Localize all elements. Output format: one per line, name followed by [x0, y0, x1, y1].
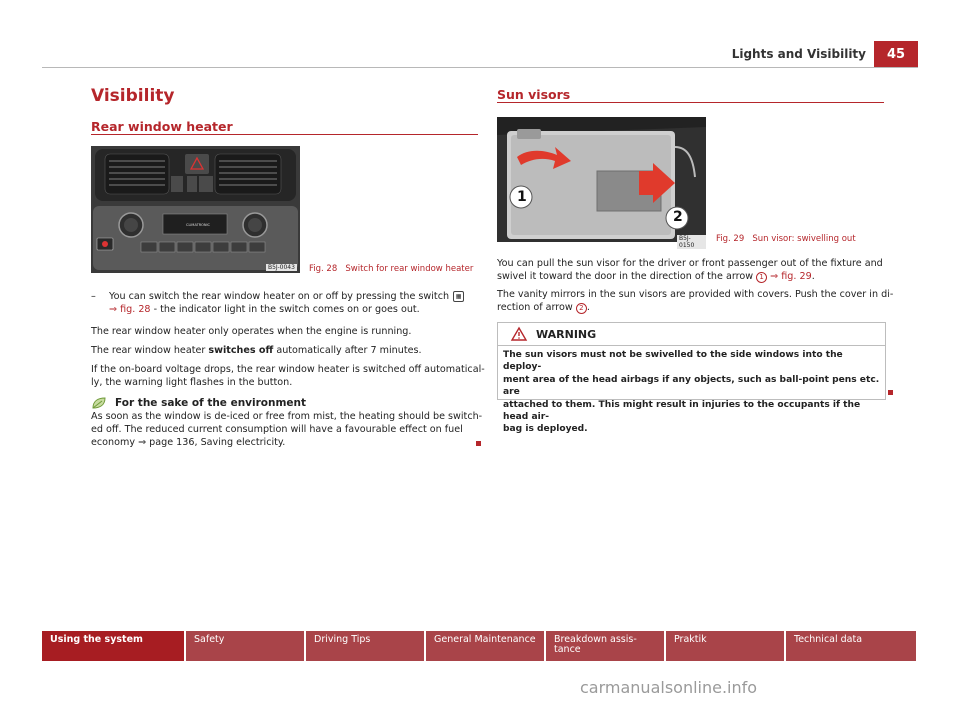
- dashboard-illustration: [91, 146, 300, 273]
- figure-label-right: Fig. 29: [716, 234, 745, 244]
- para-visor-line-1: You can pull the sun visor for the driver or front passenger out of the fixture and: [497, 258, 883, 269]
- instruction-bullet: [91, 290, 481, 316]
- paragraph-pull-visor: [497, 257, 883, 283]
- subtitle-rule: [91, 134, 478, 135]
- marker-1: 1: [756, 272, 767, 283]
- figure-28-caption: [309, 264, 473, 274]
- environment-title: For the sake of the environment: [115, 397, 307, 409]
- warning-box: [497, 322, 886, 435]
- warning-line-3: attached to them. This might result in injuries to the occupants if the head air-: [503, 399, 861, 423]
- panel-label: CLIMATRONIC: [186, 223, 210, 227]
- para-visor-line-2: swivel it toward the door in the direction of the arrow: [497, 271, 754, 282]
- warning-line-4: bag is deployed.: [503, 424, 588, 435]
- warning-triangle-icon: [511, 327, 527, 341]
- callout-2: 2: [673, 209, 683, 225]
- env-line-3: economy ⇒ page 136, Saving electricity.: [91, 437, 286, 448]
- watermark: carmanualsonline.info: [580, 678, 758, 697]
- environment-text: [91, 410, 482, 449]
- fig-29-link[interactable]: ⇒ fig. 29: [770, 271, 812, 282]
- para-2-bold: switches off: [208, 345, 274, 356]
- paragraph-switches-off: [91, 344, 422, 357]
- figure-label: Fig. 28: [309, 264, 338, 274]
- para-2-after: automatically after 7 minutes.: [273, 345, 422, 356]
- para-3-line-2: ly, the warning light flashes in the button.: [91, 377, 293, 388]
- nav-tab-driving-tips[interactable]: Driving Tips: [306, 631, 424, 661]
- environment-note-heading: [91, 396, 306, 410]
- bullet-text-2: - the indicator light in the switch comes on or goes out.: [150, 304, 420, 315]
- figure-code-right: B5J-0150: [677, 235, 706, 249]
- nav-tab-using-the-system[interactable]: Using the system: [42, 631, 184, 661]
- para-mirror-line-2: rection of arrow: [497, 302, 573, 313]
- paragraph-engine-running: The rear window heater only operates when the engine is running.: [91, 326, 412, 337]
- bullet-text-1: You can switch the rear window heater on or off by pressing the switch: [109, 291, 450, 302]
- section-title: Visibility: [91, 86, 175, 106]
- subtitle-sun-visors: Sun visors: [497, 87, 571, 102]
- callout-1: 1: [517, 189, 527, 205]
- para-2-before: The rear window heater: [91, 345, 209, 356]
- figure-caption-text-right: Sun visor: swivelling out: [752, 234, 856, 244]
- warning-line-2: ment area of the head airbags if any objects, such as ball-point pens etc. are: [503, 374, 880, 398]
- page-number: 45: [874, 41, 918, 68]
- warning-line-1: The sun visors must not be swivelled to the side windows into the deploy-: [503, 350, 843, 373]
- section-end-marker-right: [888, 390, 893, 395]
- warning-text: [498, 346, 885, 439]
- leaf-icon: [91, 396, 107, 410]
- nav-tab-technical-data[interactable]: Technical data: [786, 631, 916, 661]
- fig-28-link[interactable]: ⇒ fig. 28: [109, 304, 151, 315]
- env-line-2: ed off. The reduced current consumption will have a favourable effect on fuel: [91, 424, 463, 435]
- switch-icon: ▦: [453, 291, 464, 302]
- header-rule: [42, 67, 918, 68]
- warning-header: [498, 323, 885, 346]
- paragraph-vanity-mirrors: [497, 288, 893, 314]
- para-3-line-1: If the on-board voltage drops, the rear window heater is switched off automatical-: [91, 364, 485, 375]
- figure-29-caption: [716, 234, 856, 244]
- para-visor-end: .: [811, 271, 815, 282]
- figure-29-sun-visor: [497, 117, 706, 249]
- subtitle-rear-window-heater: Rear window heater: [91, 119, 233, 134]
- running-title: Lights and Visibility: [731, 47, 866, 61]
- nav-tab-praktik[interactable]: Praktik: [666, 631, 784, 661]
- nav-tab-safety[interactable]: Safety: [186, 631, 304, 661]
- warning-title: WARNING: [536, 327, 597, 341]
- paragraph-voltage: [91, 363, 485, 389]
- bullet-dash: –: [91, 291, 96, 302]
- figure-caption-text: Switch for rear window heater: [345, 264, 474, 274]
- marker-2: 2: [576, 303, 587, 314]
- figure-28-dashboard: [91, 146, 300, 273]
- chapter-nav: [42, 631, 918, 661]
- para-mirror-end: .: [586, 302, 590, 313]
- nav-tab-breakdown-assistance[interactable]: Breakdown assis- tance: [546, 631, 664, 661]
- subtitle-rule-right: [497, 102, 884, 103]
- figure-code: B5J-0043: [268, 264, 295, 271]
- section-end-marker: [476, 441, 481, 446]
- env-line-1: As soon as the window is de-iced or free from mist, the heating should be switch-: [91, 411, 483, 422]
- nav-tab-general-maintenance[interactable]: General Maintenance: [426, 631, 544, 661]
- para-mirror-line-1: The vanity mirrors in the sun visors are provided with covers. Push the cover in di-: [497, 289, 894, 300]
